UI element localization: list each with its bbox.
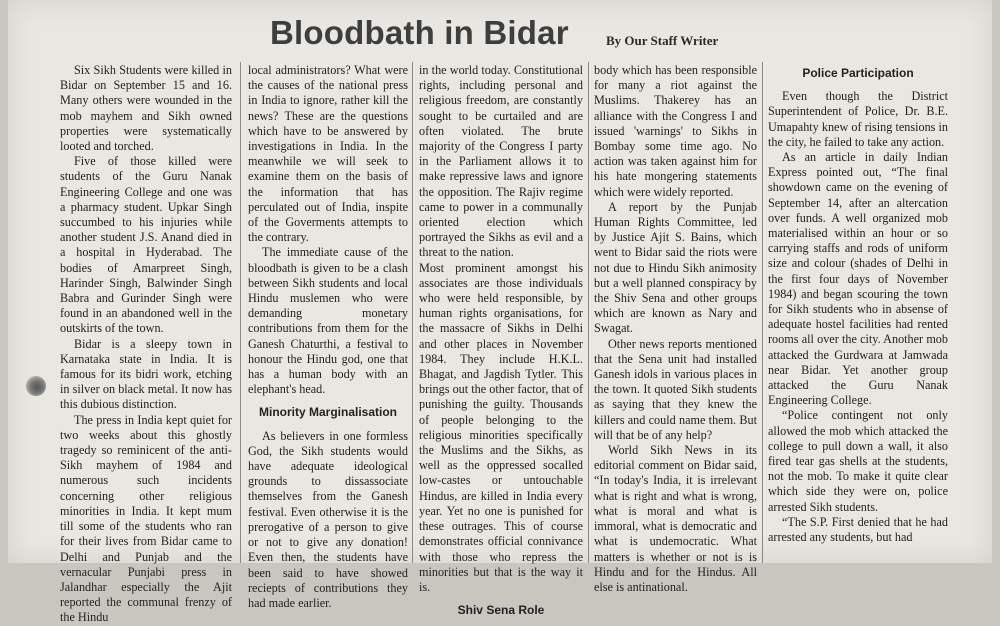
paragraph: Six Sikh Students were killed in Bidar on September 15 and 16. Many others were wounded in the mob mayhem and Sikh owned properties were systematically looted and torched. <box>60 63 232 154</box>
paragraph: Other news reports mentioned that the Sena unit had installed Ganesh idols in various places in the town. It quoted Sikh students as saying that they knew the killers and could name them. But will that be of any help? <box>594 336 757 442</box>
column-rule <box>762 62 763 563</box>
paragraph: “Police contingent not only allowed the mob which attacked the college to pull down a wall, it also fired tear gas shells at the students, not the mob. To make it quite clear which side they were on, police arrested Sikh students. <box>768 408 948 514</box>
paragraph: Bidar is a sleepy town in Karnataka state in India. It is famous for its bidri work, etching in silver on black metal. It now has this dubious distinction. <box>60 336 232 412</box>
article-column-2 <box>248 63 408 611</box>
punch-hole <box>26 376 46 396</box>
paragraph: “The S.P. First denied that he had arrested any students, but had <box>768 514 948 545</box>
column-rule <box>240 62 241 563</box>
paragraph: As an article in daily Indian Express pointed out, “The final showdown came on the evening of September 14, after an altercation over funds. A well organized mob materialised within an hour or so carrying staffs and rods of uniform size and colour (shades of Delhi in the first four days of November 1984) and began scouring the town for Sikh students who in absense of adequate hostel facilities had rented rooms all over the city. Another mob attacked the Gurdwara at Jamwada near Bidar. Yet another group attacked the Guru Nanak Engineering College. <box>768 150 948 408</box>
newspaper-page <box>8 0 992 625</box>
column-rule <box>412 62 413 563</box>
paragraph: body which has been responsible for many a riot against the Muslims. Thakerey has an alliance with the Congress I and issued 'warnings' to Sikhs in Bombay some time ago. No action was taken against him for his hate mongering statements which were widely reported. <box>594 63 757 199</box>
article-column-5 <box>768 58 948 545</box>
column-rule <box>588 62 589 563</box>
paragraph: A report by the Punjab Human Rights Committee, led by Justice Ajit S. Bains, which went to Bidar said the riots were not due to Hindu Sikh animosity but a well planned conspiracy by the Shiv Sena and other groups which are known as Nary and Swagat. <box>594 199 757 336</box>
paragraph: Even though the District Superintendent of Police, Dr. B.E. Umapahty knew of rising tensions in the city, he failed to take any action. <box>768 89 948 149</box>
section-heading: Police Participation <box>802 66 914 80</box>
paragraph: World Sikh News in its editorial comment on Bidar said, “In today's India, it is irrelevant what is right and what is wrong, what is moral and what is immoral, what is democratic and what is undemocratic. What matters is whether or not is is Hindu and for the Hindus. All else is antinational. <box>594 443 757 594</box>
article-column-4 <box>594 63 757 595</box>
article-headline: Bloodbath in Bidar <box>270 14 569 51</box>
paragraph: The press in India kept quiet for two weeks about this ghostly tragedy so reminicent of the anti-Sikh mayhem of 1984 and numerous such incidents concerning other religious minorities in India. It kept mum till some of the students who ran for their lives from Bidar came to Delhi and Punjab and the vernacular Punjabi press in Jalandhar especially the Ajit reported the communal frenzy of the Hindu <box>60 412 232 625</box>
section-heading: Shiv Sena Role <box>457 603 545 618</box>
article-column-1 <box>60 63 232 626</box>
section-heading: Minority Marginalisation <box>258 405 397 420</box>
paragraph: in the world today. Constitutional rights, including personal and religious freedom, are constantly sought to be curtailed and are often violated. The brute majority of the Congress I party in the Parliament allows it to make repressive laws and ignore the opposition. The Rajiv regime came to power in a communally oriented election which portrayed the Sikhs as evil and a threat to the nation. <box>419 63 583 260</box>
paragraph: Most prominent amongst his associates are those individuals who were held responsible, by human rights organisations, for the massacre of Sikhs in Delhi and other places in November 1984. They include H.K.L. Bhagat, and Jagdish Tytler. This brings out the other factor, that of punishing the guilty. Thousands of people belonging to the religious minorities specifically the Muslims and the Sikhs, as well as the oppressed socalled low-castes or untouchable Hindus, are killed in India every year. Yet no one is punished for these outrages. This of course demonstrates official connivance with those who repress the minorities but that is the way it is. <box>419 260 583 594</box>
paragraph: Five of those killed were students of the Guru Nanak Engineering College and one was a pharmacy student. Upkar Singh succumbed to his injuries while another student J.S. Anand died in a hospital in Hyderabad. The bodies of Amarpreet Singh, Harinder Singh, Balwinder Singh Babra and Gurinder Singh were found in an abandoned well in the outskirts of the town. <box>60 154 232 336</box>
paragraph: The immediate cause of the bloodbath is given to be a clash between Sikh students and local Hindu muslemen who were demanding monetary contributions from them for the Ganesh Chaturthi, a festival to honour the Hindu god, one that has a human body with an elephant's head. <box>248 245 408 397</box>
paragraph: As believers in one formless God, the Sikh students would have adequate ideological grounds to dissassociate themselves from the Ganesh festival. Even otherwise it is the prerogative of a person to give or not to give any donation! Even then, the students have been said to have showed reciepts of contributions they had made earlier. <box>248 428 408 610</box>
article-byline: By Our Staff Writer <box>606 33 719 48</box>
article-column-3 <box>419 63 583 626</box>
paragraph: local administrators? What were the causes of the national press in India to ignore, rather kill the news? These are the questions which have to be answered by investigations in India. In the meanwhile we will seek to examine them on the basis of the information that has perculated out of India, inspite of the Goverments attempts to the contrary. <box>248 63 408 245</box>
